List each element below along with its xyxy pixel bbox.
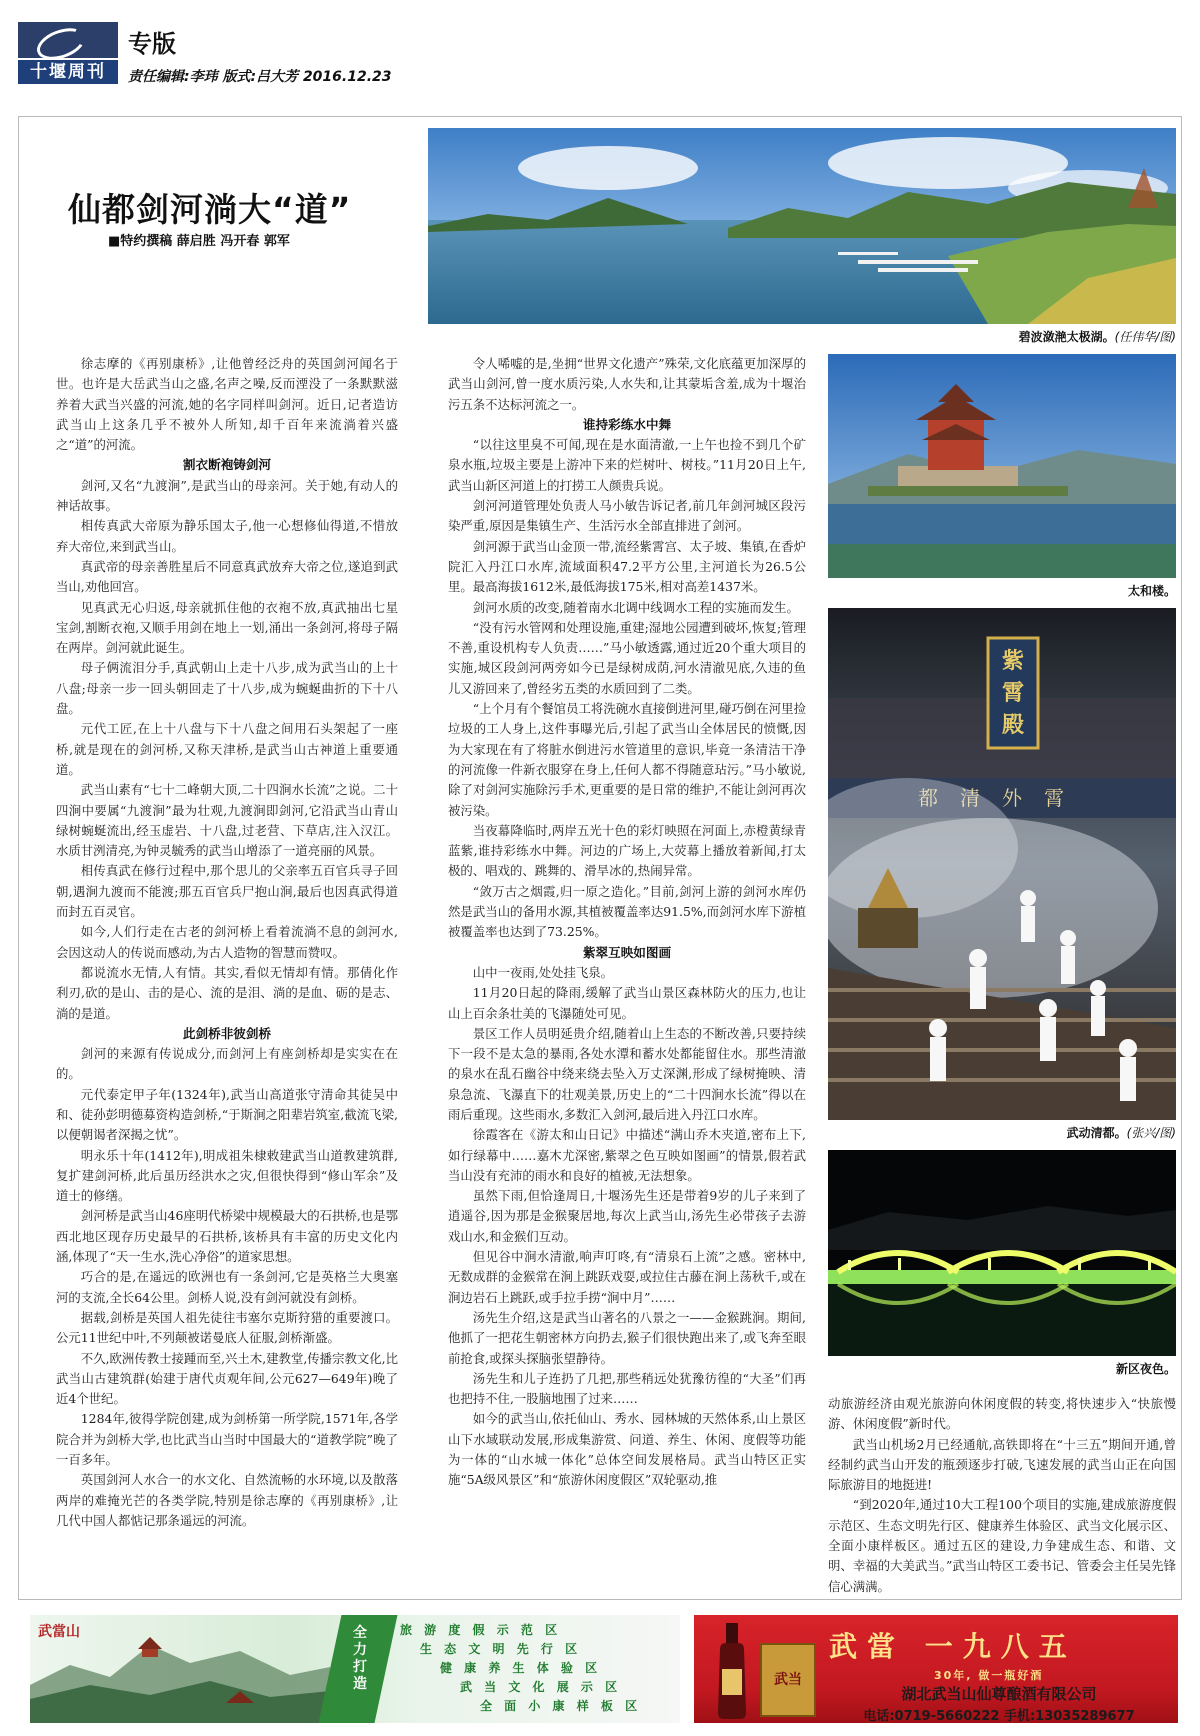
paragraph: 相传真武大帝原为静乐国太子,他一心想修仙得道,不惜放弃大帝位,来到武当山。 bbox=[56, 518, 398, 554]
paragraph: 如今,人们行走在古老的剑河桥上看着流淌不息的剑河水,会因这动人的传说而感动,为古人造物的智慧而赞叹。 bbox=[56, 924, 398, 960]
paragraph: 1284年,彼得学院创建,成为剑桥第一所学院,1571年,各学院合并为剑桥大学,也比武当山当时中国最大的“道教学院”晚了一百多年。 bbox=[56, 1411, 398, 1468]
temple-sign-char-3: 殿 bbox=[1001, 712, 1025, 738]
article-column-3 bbox=[828, 1394, 1176, 1596]
paragraph: 剑河,又名“九渡涧”,是武当山的母亲河。关于她,有动人的神话故事。 bbox=[56, 477, 398, 514]
temple-image bbox=[828, 608, 1176, 1120]
caption-night-text: 新区夜色。 bbox=[1115, 1362, 1176, 1376]
masthead-logo bbox=[18, 22, 118, 84]
subheading: 紫翠互映如图画 bbox=[582, 944, 672, 960]
paragraph: 汤先生和儿子连扔了几把,那些稍远处犹豫彷徨的“大圣”们再也把持不住,一股脑地围了过来…… bbox=[448, 1370, 806, 1407]
paragraph: 虽然下雨,但恰逢周日,十堰汤先生还是带着9岁的儿子来到了逍遥谷,因为那是金猴聚居地,每次上武当山,汤先生必带孩子去游戏山水,和金猴们互动。 bbox=[448, 1188, 806, 1244]
paragraph: 元代泰定甲子年(1324年),武当山高道张守清命其徒吴中和、徒孙彭明德募资构造剑桥,“于斯涧之阳辈岩筑室,截流飞梁,以便朝谒者深揭之忧”。 bbox=[56, 1086, 398, 1143]
paragraph: 剑河源于武当山金顶一带,流经紫霄宫、太子坡、集镇,在香炉院汇入丹江口水库,流域面积47.2平方公里,主河道长为26.5公里。最高海拔1612米,最低海拔175米,相对高差1437米。 bbox=[448, 538, 806, 595]
ad-left-line: 旅 游 度 假 示 范 区 bbox=[400, 1623, 562, 1637]
subheading: 此剑桥非彼剑桥 bbox=[182, 1025, 272, 1041]
logo-text: 十堰周刊 bbox=[18, 60, 118, 84]
paragraph: 11月20日起的降雨,缓解了武当山景区森林防火的压力,也让山上百余条壮美的飞瀑随处可见。 bbox=[448, 985, 806, 1021]
paragraph: 景区工作人员明延贵介绍,随着山上生态的不断改善,只要持续下一段不是太急的暴雨,各处水潭和蓄水处都能留住水。那些清澈的泉水在乱石幽谷中绕来绕去坠入万丈深渊,形成了绿树掩映、清泉急流、飞瀑直下的壮观美景,历史上的“二十四涧水长流”得以在雨后重现。这些雨水,多数汇入剑河,最后进入丹江口水库。 bbox=[448, 1025, 806, 1122]
ad-left-line: 健 康 养 生 体 验 区 bbox=[440, 1661, 602, 1675]
liquor-box-label: 武当 bbox=[774, 1672, 802, 1688]
paragraph: 徐志摩的《再别康桥》,让他曾经泛舟的英国剑河闻名于世。也许是大岳武当山之盛,名声之噪,反而湮没了一条默默滋养着大武当兴盛的河流,她的名字同样叫剑河。近日,记者造访武当山上这条几乎不被外人所知,却千百年来流淌着兴盛之“道”的河流。 bbox=[56, 356, 398, 453]
byline: ■特约撰稿 薛启胜 冯开春 郭军 bbox=[108, 234, 290, 249]
paragraph: 真武帝的母亲善胜星后不同意真武放弃大帝之位,遂追到武当山,劝他回宫。 bbox=[56, 558, 398, 595]
ad-right-title: 武當 一九八五 bbox=[829, 1630, 1077, 1663]
paragraph: 徐霞客在《游太和山日记》中描述“满山乔木夹道,密布上下,如行绿幕中……嘉木尤深密,紫翠之色互映如图画”的情景,假若武当山没有充沛的雨水和良好的植被,无法想象。 bbox=[448, 1127, 806, 1183]
caption-tower bbox=[1000, 582, 1176, 599]
paragraph: 当夜幕降临时,两岸五光十色的彩灯映照在河面上,赤橙黄绿青蓝紫,谁持彩练水中舞。河边的广场上,大荧幕上播放着新闻,打太极的、唱戏的、跳舞的、滑旱冰的,热闹异常。 bbox=[448, 822, 806, 879]
caption-tower-text: 太和楼。 bbox=[1127, 584, 1176, 598]
night-image bbox=[828, 1150, 1176, 1356]
temple-sign-char-1: 紫 bbox=[1001, 648, 1025, 674]
lake-image bbox=[428, 128, 1176, 324]
caption-lake bbox=[820, 328, 1176, 345]
paragraph: 武当山机场2月已经通航,高铁即将在“十三五”期间开通,曾经制约武当山开发的瓶颈逐步打破,飞速发展的武当山正在向国际旅游目的地挺进! bbox=[828, 1436, 1176, 1493]
photo-tower bbox=[828, 354, 1176, 578]
subheading: 谁持彩练水中舞 bbox=[582, 416, 672, 432]
paragraph: 汤先生介绍,这是武当山著名的八景之一——金猴跳涧。期间,他抓了一把花生朝密林方向扔去,猴子们很快跑出来了,或飞奔至眼前抢食,或探头探脑张望静待。 bbox=[448, 1309, 806, 1366]
liquor-box-icon bbox=[760, 1643, 816, 1717]
paragraph: 动旅游经济由观光旅游向休闲度假的转变,将快速步入“快旅慢游、休闲度假”新时代。 bbox=[828, 1396, 1176, 1432]
ad-left-line: 生 态 文 明 先 行 区 bbox=[420, 1642, 582, 1656]
paragraph: 剑河河道管理处负责人马小敏告诉记者,前几年剑河城区段污染严重,原因是集镇生产、生活污水全部直排进了剑河。 bbox=[448, 498, 806, 534]
ad-left-lines bbox=[400, 1621, 680, 1716]
photo-temple bbox=[828, 608, 1176, 1120]
ad-left-brand: 武當山 bbox=[38, 1624, 80, 1640]
editor-line: 责任编辑:李玮 版式:吕大芳 2016.12.23 bbox=[128, 69, 392, 85]
paragraph: 据载,剑桥是英国人祖先徒往韦塞尔克斯狩猎的重要渡口。公元11世纪中叶,不列颠被诺曼底人征服,剑桥渐盛。 bbox=[56, 1309, 398, 1346]
photo-lake bbox=[428, 128, 1176, 324]
paragraph: 如今的武当山,依托仙山、秀水、园林城的天然体系,山上景区山下水域联动发展,形成集游赏、问道、养生、休闲、度假等功能为一体的“山水城一体化”总体空间发展格局。武当山特区正实施“5A级风景区”和“旅游休闲度假区”双轮驱动,推 bbox=[448, 1411, 806, 1488]
photo-night bbox=[828, 1150, 1176, 1356]
paragraph: 都说流水无情,人有情。其实,看似无情却有情。那倩化作利刃,砍的是山、击的是心、流的是泪、淌的是血、砺的是志、淌的是道。 bbox=[56, 964, 398, 1021]
paragraph: 但见谷中涧水清澈,响声叮咚,有“清泉石上流”之感。密林中,无数成群的金猴常在涧上跳跃戏耍,或拉住古藤在涧上荡秋千,或在涧边岩石上跳跃,或手拉手捞“涧中月”…… bbox=[448, 1249, 806, 1305]
paragraph: 武当山素有“七十二峰朝大顶,二十四涧水长流”之说。二十四涧中要属“九渡涧”最为壮观,九渡涧即剑河,它沿武当山青山绿树蜿蜒流出,经玉虚岩、十八盘,过老营、下草店,注入汉江。水质甘洌清亮,为钟灵毓秀的武当山增添了一道亮丽的风景。 bbox=[56, 782, 398, 859]
paragraph: 母子俩流泪分手,真武朝山上走十八步,成为武当山的上十八盘;母亲一步一回头朝回走了十八步,成为蜿蜒曲折的下十八盘。 bbox=[56, 660, 398, 717]
paragraph: 剑河桥是武当山46座明代桥梁中规模最大的石拱桥,也是鄂西北地区现存历史最早的石拱桥,该桥具有丰富的历史文化内涵,体现了“天一生水,洗心净俗”的道家思想。 bbox=[56, 1208, 398, 1265]
paragraph: 不久,欧洲传教士接踵而至,兴土木,建教堂,传播宗教文化,比武当山古建筑群(始建于唐代贞观年间,公元627—649年)晚了近4个世纪。 bbox=[56, 1350, 398, 1407]
caption-temple bbox=[900, 1124, 1176, 1141]
article-column-2 bbox=[448, 354, 806, 1596]
caption-night bbox=[1000, 1360, 1176, 1377]
paragraph: 剑河的来源有传说成分,而剑河上有座剑桥却是实实在在的。 bbox=[56, 1046, 398, 1082]
temple-plaque: 都清外霄 bbox=[918, 786, 1086, 810]
caption-temple-text: 武动清都。 bbox=[1066, 1126, 1127, 1140]
ad-right-phone: 电话:0719-5660222 手机:13035289677 bbox=[863, 1709, 1135, 1723]
paragraph: 巧合的是,在遥远的欧洲也有一条剑河,它是英格兰大奥塞河的支流,全长64公里。剑桥人说,没有剑河就没有剑桥。 bbox=[56, 1269, 398, 1305]
ad-right-company: 湖北武当山仙尊酿酒有限公司 bbox=[901, 1685, 1097, 1703]
tower-image bbox=[828, 354, 1176, 578]
paragraph: 山中一夜雨,处处挂飞泉。 bbox=[472, 964, 614, 980]
paragraph: 令人唏嘘的是,坐拥“世界文化遗产”殊荣,文化底蕴更加深厚的武当山剑河,曾一度水质污染,人水失和,让其蒙垢含羞,成为十堰治污五条不达标河流之一。 bbox=[448, 356, 806, 412]
subheading: 割衣断袍铸剑河 bbox=[182, 457, 272, 473]
ad-right-tagline: 30年, 做一瓶好酒 bbox=[934, 1669, 1044, 1682]
headline: 仙都剑河淌大“道” bbox=[68, 190, 352, 229]
paragraph: “敛万古之烟霞,归一原之造化。”目前,剑河上游的剑河水库仍然是武当山的备用水源,其植被覆盖率达91.5%,而剑河水库下游植被覆盖率也达到了73.25%。 bbox=[448, 883, 806, 940]
paragraph: “没有污水管网和处理设施,重建;湿地公园遭到破坏,恢复;管理不善,重设机构专人负责……”马小敏透露,通过近20个重大项目的实施,城区段剑河两旁如今已是绿树成荫,河水清澈见底,久违的鱼儿又游回来了,曾经劣五类的水质回到了二类。 bbox=[448, 619, 806, 696]
ad-liquor bbox=[694, 1615, 1178, 1723]
paragraph: “以往这里臭不可闻,现在是水面清澈,一上午也捡不到几个矿泉水瓶,垃圾主要是上游冲下来的烂树叶、树枝。”11月20日上午,武当山新区河道上的打捞工人颜贵兵说。 bbox=[448, 437, 806, 493]
section-label: 专版 bbox=[128, 30, 176, 58]
paragraph: 英国剑河人水合一的水文化、自然流畅的水环境,以及散落两岸的难掩光芒的各类学院,特别是徐志摩的《再别康桥》,让几代中国人都惦记那条遥远的河流。 bbox=[56, 1472, 398, 1528]
article-column-1 bbox=[56, 354, 398, 1596]
paragraph: 明永乐十年(1412年),明成祖朱棣敕建武当山道教建筑群,复扩建剑河桥,此后虽历经洪水之灾,但很快得到“修山军余”及道士的修缮。 bbox=[56, 1147, 398, 1204]
ad-wudangshan bbox=[30, 1615, 680, 1723]
ad-left-line: 全 面 小 康 样 板 区 bbox=[480, 1699, 642, 1713]
ad-left-line: 武 当 文 化 展 示 区 bbox=[460, 1680, 622, 1694]
paragraph: 元代工匠,在上十八盘与下十八盘之间用石头架起了一座桥,就是现在的剑河桥,又称天津桥,是武当山古神道上重要通道。 bbox=[56, 721, 398, 777]
logo-emblem bbox=[18, 22, 118, 58]
liquor-bottle-icon bbox=[712, 1623, 752, 1719]
caption-temple-credit: (张兴/图) bbox=[1126, 1126, 1176, 1140]
temple-sign-char-2: 霄 bbox=[1001, 680, 1025, 706]
paragraph: 剑河水质的改变,随着南水北调中线调水工程的实施而发生。 bbox=[472, 599, 799, 615]
paragraph: 见真武无心归返,母亲就抓住他的衣袍不放,真武抽出七星宝剑,割断衣袍,又顺手用剑在地上一划,涌出一条剑河,将母子隔在两岸。剑河就此诞生。 bbox=[56, 599, 398, 656]
paragraph: 相传真武在修行过程中,那个思儿的父亲率五百官兵寻子回朝,遇涧九渡而不能渡;那五百官兵尸抱山涧,最后也因真武得道而封五百灵官。 bbox=[56, 863, 398, 920]
ad-slogan-text: 全力打造 bbox=[353, 1625, 367, 1692]
caption-lake-text: 碧波潋滟太极湖。 bbox=[1018, 330, 1115, 344]
caption-lake-credit: (任伟华/图) bbox=[1114, 330, 1176, 344]
paragraph: “到2020年,通过10大工程100个项目的实施,建成旅游度假示范区、生态文明先行区、健康养生体验区、武当文化展示区、全面小康样板区。通过五区的建设,力争建成生态、和谐、文明、幸福的大美武当。”武当山特区工委书记、管委会主任吴先锋信心满满。 bbox=[828, 1497, 1176, 1594]
paragraph: “上个月有个餐馆员工将洗碗水直接倒进河里,碰巧倒在河里捡垃圾的工人身上,这件事曝光后,引起了武当山全体居民的愤慨,因为大家现在有了将脏水倒进污水管道里的意识,毕竟一条清洁干净的河流像一件新衣服穿在身上,任何人都不得随意玷污。”马小敏说,除了对剑河实施除污手术,更重要的是日常的维护,不能让剑河再次被污染。 bbox=[448, 701, 806, 818]
